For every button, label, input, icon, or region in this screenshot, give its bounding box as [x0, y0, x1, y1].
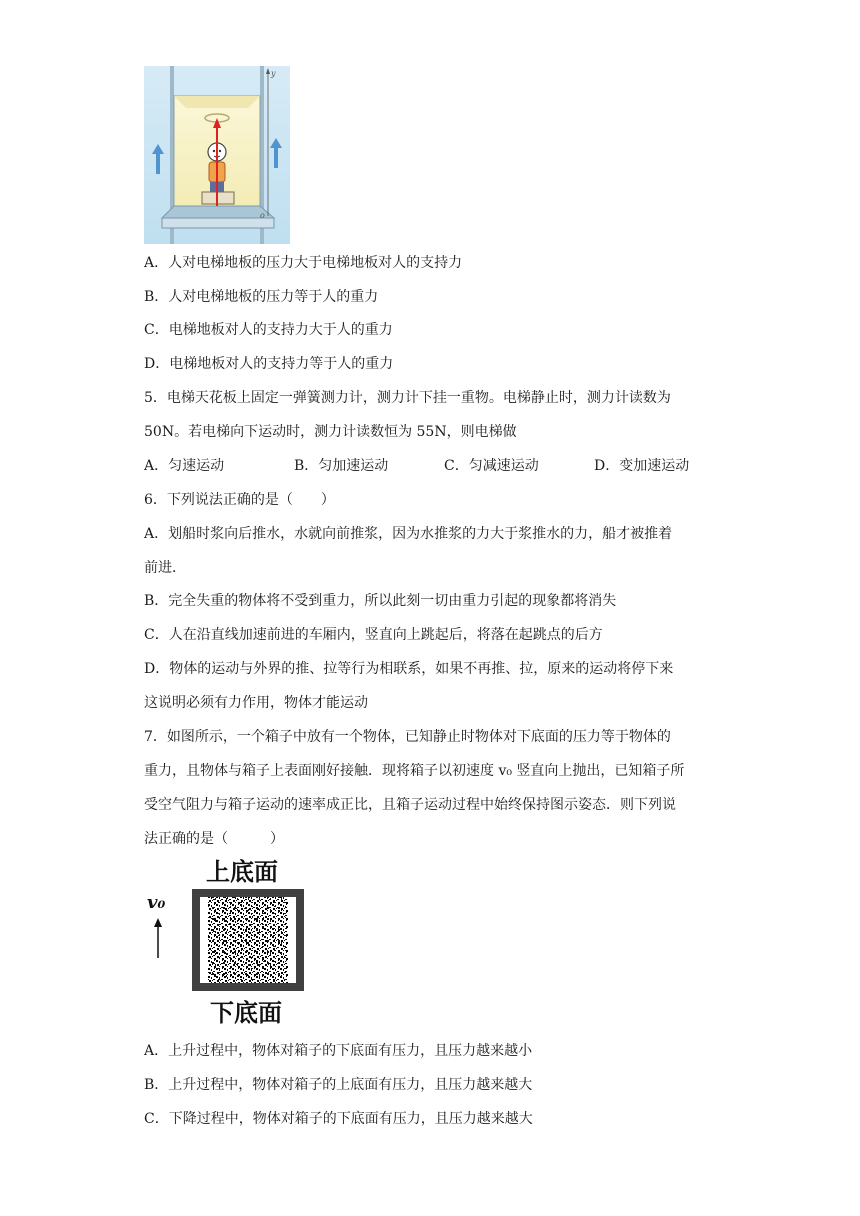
elevator-figure — [144, 66, 290, 244]
q5-stem-line2: 50N。若电梯向下运动时，测力计读数恒为 55N，则电梯做 — [144, 424, 517, 440]
q4-option-d: D．电梯地板对人的支持力等于人的重力 — [144, 356, 394, 372]
axis-y-label: y — [271, 69, 276, 78]
q5-option-d: D．变加速运动 — [594, 458, 690, 474]
q6-stem: 6．下列说法正确的是（ ） — [144, 492, 335, 508]
velocity-label: v₀ — [147, 892, 166, 913]
q6-option-a-line2: 前进． — [144, 560, 186, 576]
q4-option-c: C．电梯地板对人的支持力大于人的重力 — [144, 322, 393, 338]
q6-option-c: C．人在沿直线加速前进的车厢内，竖直向上跳起后，将落在起跳点的后方 — [144, 627, 603, 643]
q5-option-c: C．匀减速运动 — [444, 458, 539, 474]
q7-option-b: B．上升过程中，物体对箱子的上底面有压力，且压力越来越大 — [144, 1077, 533, 1093]
q6-option-d-line1: D．物体的运动与外界的推、拉等行为相联系，如果不再推、拉，原来的运动将停下来 — [144, 661, 674, 677]
q6-option-d-line2: 这说明必须有力作用，物体才能运动 — [144, 695, 368, 711]
top-face-label: 上底面 — [206, 858, 278, 886]
q7-stem-line1: 7．如图所示，一个箱子中放有一个物体，已知静止时物体对下底面的压力等于物体的 — [144, 729, 671, 745]
axis-o-label: o — [260, 211, 265, 220]
q4-option-a: A．人对电梯地板的压力大于电梯地板对人的支持力 — [144, 255, 463, 271]
bottom-face-label: 下底面 — [210, 999, 282, 1027]
q7-option-a: A．上升过程中，物体对箱子的下底面有压力，且压力越来越小 — [144, 1043, 533, 1059]
q7-stem-line3: 受空气阻力与箱子运动的速率成正比，且箱子运动过程中始终保持图示姿态．则下列说 — [144, 797, 676, 813]
q7-stem-line2: 重力，且物体与箱子上表面刚好接触．现将箱子以初速度 v₀ 竖直向上抛出，已知箱子所 — [144, 763, 685, 779]
q5-stem-line1: 5．电梯天花板上固定一弹簧测力计，测力计下挂一重物。电梯静止时，测力计读数为 — [144, 390, 671, 406]
q6-option-a-line1: A．划船时浆向后推水，水就向前推浆，因为水推浆的力大于浆推水的力，船才被推着 — [144, 526, 673, 542]
q5-option-a: A．匀速运动 — [144, 458, 225, 474]
q7-stem-line4: 法正确的是（ ） — [144, 831, 284, 847]
q7-option-c: C．下降过程中，物体对箱子的下底面有压力，且压力越来越大 — [144, 1111, 533, 1127]
q6-option-b: B．完全失重的物体将不受到重力，所以此刻一切由重力引起的现象都将消失 — [144, 593, 617, 609]
q4-option-b: B．人对电梯地板的压力等于人的重力 — [144, 289, 379, 305]
q5-option-b: B．匀加速运动 — [294, 458, 389, 474]
box-figure — [144, 856, 314, 1032]
